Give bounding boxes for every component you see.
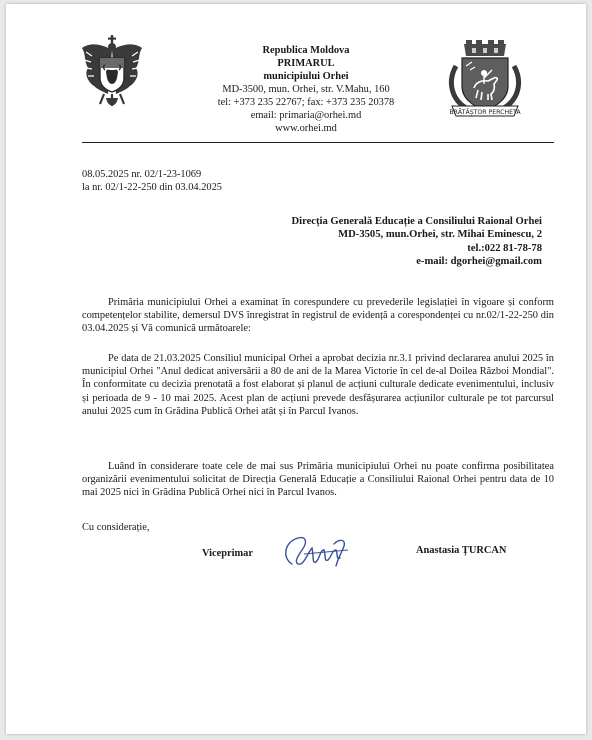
emblem-motto: BRĂTĂȘTOR PERCHETA bbox=[449, 109, 521, 116]
municipality-name: municipiului Orhei bbox=[263, 71, 349, 82]
country-name: Republica Moldova bbox=[262, 45, 350, 56]
closing-salutation: Cu considerație, bbox=[82, 522, 150, 533]
moldova-coat-of-arms-icon bbox=[78, 34, 146, 116]
outgoing-number: 08.05.2025 nr. 02/1-23-1069 bbox=[82, 169, 202, 180]
phone-fax: tel: +373 235 22767; fax: +373 235 20378 bbox=[217, 97, 395, 108]
signatory-name: Anastasia ȚURCAN bbox=[416, 545, 507, 556]
incoming-reference: la nr. 02/1-22-250 din 03.04.2025 bbox=[82, 182, 222, 193]
recipient-phone: tel.:022 81-78-78 bbox=[467, 242, 542, 254]
signatory-role: Viceprimar bbox=[202, 548, 253, 559]
postal-address: MD-3500, mun. Orhei, str. V.Mahu, 160 bbox=[222, 84, 390, 95]
body-paragraph-2-text: Pe data de 21.03.2025 Consiliul municipal Orhei a aprobat decizia nr.3.1 privind declararea anului 2025 în municipiul Orhei "Anul dedicat aniversării a 80 de ani de la Marea Victorie în cel de-al Doilea Război Mondial". În conformitate cu decizia prenotată a fost elaborat și planul de acțiuni culturale dedicate evenimentului, inclusiv și perioada de 9 - 10 mai 2025. Acest plan de acțiuni prevede desfășurarea acțiunilor culturale pe tot parcursul anului 2025 cum în Grădina Publică Orhei atât și în Parcul Ivanos. bbox=[82, 353, 554, 417]
body-paragraph-1-text: Primăria municipiului Orhei a examinat în corespundere cu prevederile legislației în vigoare și conform competențelor stabilite, demersul DVS înregistrat în registrul de evidență a corespondenței cu nr.02/1-22-250 din 03.04.2025 și Vă comunică următoarele: bbox=[82, 297, 554, 335]
body-paragraph-3-text: Luând în considerare toate cele de mai sus Primăria municipiului Orhei nu poate confirma posibilitatea organizării evenimentului solicitat de Direcția Generală Educație a Consiliului Raional Orhei pentru data de 10 mai 2025 nici în Grădina Publică Orhei nici în Parcul Ivanos. bbox=[82, 461, 554, 499]
body-paragraph-2 bbox=[82, 352, 554, 418]
body-paragraph-3 bbox=[82, 460, 554, 500]
website: www.orhei.md bbox=[275, 123, 337, 134]
document-reference bbox=[82, 168, 222, 194]
letter-page bbox=[6, 4, 586, 734]
letterhead bbox=[156, 44, 456, 135]
recipient-address: MD-3505, mun.Orhei, str. Mihai Eminescu, 2 bbox=[338, 229, 542, 241]
handwritten-signature-icon bbox=[274, 528, 354, 572]
header-divider bbox=[82, 142, 554, 143]
recipient-block bbox=[291, 215, 542, 269]
body-paragraph-1 bbox=[82, 296, 554, 336]
email-address: email: primaria@orhei.md bbox=[250, 110, 362, 121]
recipient-email: e-mail: dgorhei@gmail.com bbox=[416, 256, 542, 268]
recipient-name: Direcția Generală Educație a Consiliului Raional Orhei bbox=[291, 216, 542, 227]
institution-name: PRIMARUL bbox=[277, 58, 335, 69]
orhei-coat-of-arms-icon bbox=[442, 40, 528, 120]
